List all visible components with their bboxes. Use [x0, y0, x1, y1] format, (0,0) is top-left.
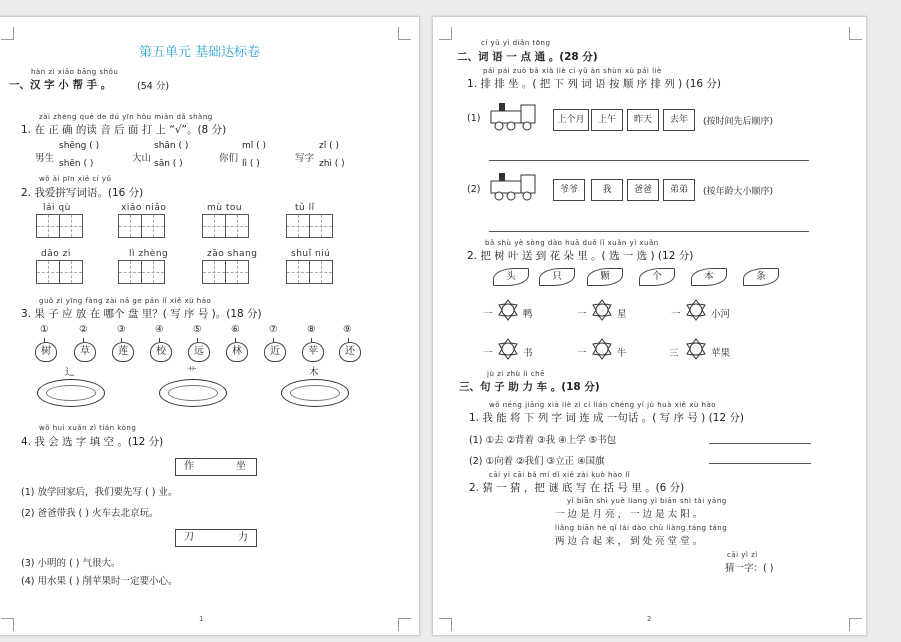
section-1-title: 一、汉 字 小 帮 手 。: [9, 79, 112, 91]
crop-mark: [1, 618, 14, 631]
flower-post-6: 苹果: [711, 348, 731, 359]
crop-mark: [849, 618, 862, 631]
q1-word-4: 写字: [295, 153, 315, 164]
flower-post-2: 星: [617, 309, 627, 320]
train-1-label: (1): [467, 113, 481, 124]
answer-line-1[interactable]: [489, 160, 809, 161]
choice-2b: 力: [238, 532, 248, 543]
q3-pinyin: guǒ zi yīng fàng zài nǎ ge pán lǐ xiě xù hào: [39, 297, 212, 305]
crop-mark: [439, 27, 452, 40]
q3-line-1: (1) ①去 ②背着 ③我 ④上学 ⑤书包: [469, 435, 617, 446]
section-1-score: (54 分): [137, 81, 170, 92]
flower-icon[interactable]: [591, 299, 613, 321]
flower-post-4: 书: [523, 348, 533, 359]
q3-num-2: ②: [79, 324, 88, 335]
crop-mark: [398, 27, 411, 40]
leaf-3[interactable]: 颗: [587, 268, 623, 286]
flower-icon[interactable]: [497, 338, 519, 360]
flower-pre-6: 三: [669, 348, 679, 359]
page-number-2: 2: [647, 615, 652, 623]
q1-text: 1. 在 正 确 的读 音 后 面 打 上 “√”。(8 分): [21, 124, 227, 136]
q4-sentence-4: (4) 用水果 ( ) 削苹果时一定要小心。: [21, 576, 178, 587]
train-2-car-4[interactable]: 弟弟: [663, 179, 695, 201]
leaf-5[interactable]: 本: [691, 268, 727, 286]
q2-pinyin: wǒ ài pīn xiě cí yǔ: [39, 175, 112, 183]
q3-text: 3. 果 子 应 放 在 哪个 盘 里？( 写 序 号 )。(18 分): [21, 308, 262, 320]
q1-pinyin: zài zhèng què de dú yīn hòu miàn dǎ shàng: [39, 113, 213, 121]
flower-post-5: 牛: [617, 348, 627, 359]
q4-pinyin-p2: cāi yi cāi bǎ mí dǐ xiě zài kuò hào lǐ: [489, 471, 631, 479]
train-2-car-2[interactable]: 我: [591, 179, 623, 201]
flower-icon[interactable]: [497, 299, 519, 321]
train-1-note: (按时间先后顺序): [703, 117, 774, 127]
riddle-pinyin-2: liǎng biān hé qǐ lái dào chù liàng táng táng: [555, 524, 728, 532]
plate-label-2: 艹: [187, 367, 197, 378]
section-3-pinyin: jù zi zhù lì chē: [487, 370, 545, 378]
q4-sentence-1: (1) 放学回家后，我们要先写 ( ) 业。: [21, 487, 178, 498]
apple-1: 树: [35, 342, 57, 362]
choice-box-1: [175, 458, 257, 476]
q3-text-p2: 1. 我 能 将 下 列 字 词 连 成 一句话 。( 写 序 号 ) (12 分): [469, 412, 745, 424]
section-1-pinyin: hàn zì xiǎo bāng shǒu: [31, 68, 119, 76]
q1-option-3a[interactable]: mǐ ( ): [242, 141, 267, 151]
riddle-line-2: 两 边 合 起 来 ， 到 处 亮 堂 堂 。: [555, 536, 703, 547]
q2-pinyin-7: zāo shang: [207, 249, 258, 259]
leaf-2[interactable]: 只: [539, 268, 575, 286]
q2-grid-6[interactable]: [119, 260, 165, 284]
crop-mark: [398, 618, 411, 631]
q3-num-7: ⑦: [269, 324, 278, 335]
q2-pinyin-p2: bǎ shù yè sòng dào huā duǒ lǐ xuǎn yì xuǎn: [485, 239, 659, 247]
crop-mark: [849, 27, 862, 40]
flower-pre-4: 一: [483, 348, 493, 359]
q4-pinyin: wǒ huì xuǎn zì tián kòng: [39, 424, 137, 432]
plate-3[interactable]: [281, 379, 349, 407]
flower-icon[interactable]: [685, 338, 707, 360]
q2-grid-5[interactable]: [37, 260, 83, 284]
q2-grid-8[interactable]: [287, 260, 333, 284]
flower-pre-1: 一: [483, 309, 493, 320]
answer-line-4[interactable]: [709, 463, 811, 464]
plate-label-3: 木: [309, 367, 319, 378]
q1-option-4a[interactable]: zǐ ( ): [319, 141, 339, 151]
q1-option-3b[interactable]: lì ( ): [242, 159, 260, 169]
page-number-1: 1: [199, 615, 204, 623]
apple-7: 近: [264, 342, 286, 362]
q2-grid-3[interactable]: [203, 214, 249, 238]
choice-box-2: [175, 529, 257, 547]
apple-8: 苹: [302, 342, 324, 362]
choice-1a: 作: [184, 461, 194, 472]
q1-option-2a[interactable]: shān ( ): [154, 141, 189, 151]
q4-sentence-2: (2) 爸爸带我 ( ) 火车去北京玩。: [21, 508, 159, 519]
section-2-pinyin: cí yǔ yì diǎn tōng: [481, 39, 551, 47]
flower-icon[interactable]: [591, 338, 613, 360]
riddle-line-1: 一 边 是 月 亮 ， 一 边 是 太 阳 。: [555, 509, 703, 520]
flower-post-3: 小河: [711, 309, 731, 320]
q3-num-3: ③: [117, 324, 126, 335]
flower-post-1: 鸭: [523, 309, 533, 320]
train-1-engine-icon: [489, 101, 541, 135]
flower-pre-3: 一: [671, 309, 681, 320]
q2-pinyin-4: tǔ lǐ: [295, 203, 315, 213]
q3-num-9: ⑨: [343, 324, 352, 335]
page-2: [432, 16, 867, 636]
leaf-4[interactable]: 个: [639, 268, 675, 286]
train-1-car-1[interactable]: 上个月: [553, 109, 589, 131]
q2-pinyin-1: lái qù: [43, 203, 71, 213]
plate-2[interactable]: [159, 379, 227, 407]
riddle-answer[interactable]: 猜一字：( ): [725, 563, 774, 574]
plate-label-1: 辶: [65, 367, 75, 378]
apple-9: 还: [339, 342, 361, 362]
q1-word-1: 男生: [35, 153, 55, 164]
apple-6: 林: [226, 342, 248, 362]
q3-num-4: ④: [155, 324, 164, 335]
q3-pinyin-p2: wǒ néng jiāng xià liè zì cí lián chéng yí jù huà xiě xù hào: [489, 401, 717, 409]
answer-line-2[interactable]: [489, 231, 809, 232]
q1-option-1a[interactable]: shēng ( ): [59, 141, 100, 151]
riddle-pinyin-1: yì biān shì yuè liang yì biān shì tài yáng: [567, 497, 727, 505]
q1-word-3: 你们: [219, 153, 239, 164]
flower-pre-5: 一: [577, 348, 587, 359]
q2-text-p2: 2. 把 树 叶 送 到 花 朵 里 。( 选 一 选 ) (12 分): [467, 250, 694, 262]
q2-grid-1[interactable]: [37, 214, 83, 238]
apple-3: 莲: [112, 342, 134, 362]
train-2-car-1[interactable]: 爷爷: [553, 179, 585, 201]
train-2-label: (2): [467, 184, 481, 195]
apple-4: 校: [150, 342, 172, 362]
q2-grid-7[interactable]: [203, 260, 249, 284]
q1-option-2b[interactable]: sān ( ): [154, 159, 183, 169]
train-1-car-3[interactable]: 昨天: [627, 109, 659, 131]
flower-icon[interactable]: [685, 299, 707, 321]
train-1-car-4[interactable]: 去年: [663, 109, 695, 131]
q1-option-4b[interactable]: zhì ( ): [319, 159, 345, 169]
q1-pinyin-p2: pái pái zuò bǎ xià liè cí yǔ àn shùn xù pái liè: [483, 67, 662, 75]
q3-num-6: ⑥: [231, 324, 240, 335]
q3-num-1: ①: [40, 324, 49, 335]
apple-5: 远: [188, 342, 210, 362]
q4-text-p2: 2. 猜 一 猜 ，把 谜 底 写 在 括 号 里 。(6 分): [469, 482, 685, 494]
q3-num-8: ⑧: [307, 324, 316, 335]
q2-grid-4[interactable]: [287, 214, 333, 238]
section-3-title: 三、句 子 助 力 车 。(18 分): [459, 381, 600, 393]
choice-1b: 坐: [236, 461, 246, 472]
q4-text: 4. 我 会 选 字 填 空 。(12 分): [21, 436, 164, 448]
section-2-title: 二、词 语 一 点 通 。(28 分): [457, 51, 598, 63]
q2-pinyin-8: shuǐ niú: [291, 249, 331, 259]
choice-2a: 刀: [184, 532, 194, 543]
q2-text: 2. 我爱拼写词语。(16 分): [21, 187, 144, 199]
q1-word-2: 大山: [132, 153, 152, 164]
q1-option-1b[interactable]: shēn ( ): [59, 159, 94, 169]
train-2-engine-icon: [489, 171, 541, 205]
answer-line-3[interactable]: [709, 443, 811, 444]
q4-sentence-3: (3) 小明的 ( ) 气很大。: [21, 558, 121, 569]
flower-pre-2: 一: [577, 309, 587, 320]
train-1-car-2[interactable]: 上午: [591, 109, 623, 131]
q2-pinyin-5: dāo zi: [41, 249, 71, 259]
crop-mark: [439, 618, 452, 631]
q2-grid-2[interactable]: [119, 214, 165, 238]
q3-line-2: (2) ①向着 ②我们 ③立正 ④国旗: [469, 456, 605, 467]
plate-1[interactable]: [37, 379, 105, 407]
q2-pinyin-3: mù tou: [207, 203, 243, 213]
q2-pinyin-6: lì zhèng: [129, 249, 169, 259]
q3-num-5: ⑤: [193, 324, 202, 335]
train-2-car-3[interactable]: 爸爸: [627, 179, 659, 201]
crop-mark: [1, 27, 14, 40]
q2-pinyin-2: xiǎo niǎo: [121, 203, 167, 213]
leaf-1[interactable]: 头: [493, 268, 529, 286]
answer-pinyin: cāi yì zì: [727, 551, 758, 559]
page-1: [0, 16, 420, 636]
apple-2: 草: [74, 342, 96, 362]
train-2-note: (按年龄大小顺序): [703, 187, 774, 197]
leaf-6[interactable]: 条: [743, 268, 779, 286]
page-title: 第五单元 基础达标卷: [139, 45, 261, 60]
q1-text-p2: 1. 排 排 坐 。( 把 下 列 词 语 按 顺 序 排 列 ) (16 分): [467, 78, 722, 90]
